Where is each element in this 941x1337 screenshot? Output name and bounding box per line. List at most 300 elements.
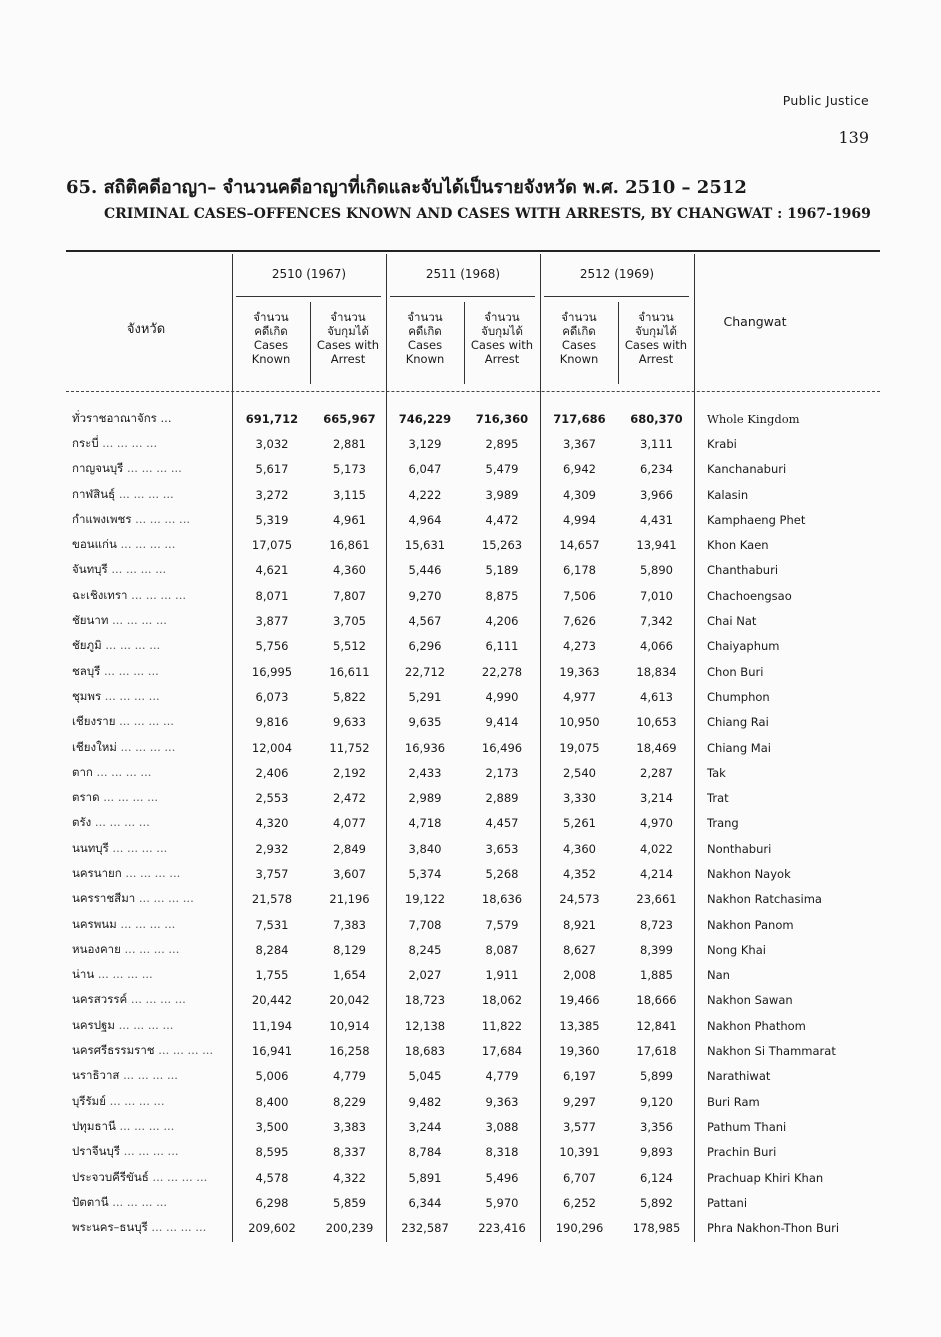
cell-value: 9,414	[485, 715, 519, 730]
cell-value: 9,120	[640, 1094, 673, 1109]
province-name-thai-cell	[72, 963, 232, 988]
province-name-thai: นครนายก	[72, 865, 122, 880]
table-row	[72, 684, 867, 709]
cell-value: 16,861	[329, 538, 370, 553]
cell-value: 3,032	[255, 436, 289, 451]
province-name-thai-cell	[72, 608, 232, 633]
leader-dots: ... ... ... ...	[135, 891, 194, 906]
table-row	[72, 1089, 867, 1114]
cell-value: 4,457	[485, 816, 519, 831]
province-name-thai: ชุมพร	[72, 688, 102, 703]
cell-value: 2,989	[408, 791, 442, 806]
cell-value: 18,469	[636, 740, 677, 755]
province-name-thai-cell	[72, 1038, 232, 1063]
subcolumn-divider	[310, 302, 311, 384]
table-row	[72, 558, 867, 583]
table-row	[72, 912, 867, 937]
leader-dots: ... ... ... ...	[131, 511, 191, 526]
province-name-english: Kalasin	[707, 487, 749, 502]
province-name-english: Trang	[707, 816, 739, 831]
cell-value: 4,222	[408, 487, 442, 502]
cell-value: 6,178	[563, 563, 596, 578]
cell-value: 6,252	[563, 1195, 596, 1210]
cell-value: 20,442	[251, 993, 293, 1008]
province-name-thai-cell	[72, 887, 232, 912]
table-row	[72, 482, 867, 507]
table-row	[72, 1114, 867, 1139]
table-row	[72, 1013, 867, 1038]
cell-value: 12,138	[404, 1018, 446, 1033]
cell-value: 6,707	[563, 1170, 596, 1185]
province-name-thai: นครสวรรค์	[72, 992, 128, 1007]
cell-value: 4,322	[333, 1170, 366, 1185]
cell-value: 716,360	[475, 411, 529, 426]
cell-value: 3,989	[485, 487, 519, 502]
table-row	[72, 1165, 867, 1190]
cell-value: 16,496	[481, 740, 523, 755]
cell-value: 4,206	[485, 614, 519, 629]
cell-value: 8,400	[255, 1094, 289, 1109]
leader-dots: ... ... ... ...	[114, 1017, 174, 1032]
province-name-thai-cell	[72, 431, 232, 456]
table-row	[72, 811, 867, 836]
table-row	[72, 785, 867, 810]
province-name-english: Chachoengsao	[707, 588, 792, 603]
cell-value: 4,961	[333, 512, 366, 527]
cell-value: 11,822	[481, 1018, 523, 1033]
cell-value: 12,004	[251, 740, 293, 755]
running-head: Public Justice	[782, 93, 869, 108]
cell-value: 11,194	[251, 1018, 293, 1033]
cell-value: 4,273	[563, 639, 596, 654]
province-name-english: Pathum Thani	[707, 1119, 787, 1134]
cell-value: 200,239	[325, 1221, 374, 1236]
cell-value: 4,964	[408, 512, 442, 527]
cell-value: 178,985	[632, 1221, 681, 1236]
cell-value: 22,712	[404, 664, 446, 679]
cell-value: 2,932	[255, 841, 289, 856]
column-header-changwat: Changwat	[723, 314, 787, 329]
table-row	[72, 1216, 867, 1241]
province-name-thai-cell	[72, 558, 232, 583]
table-row-total	[72, 406, 867, 431]
province-name-thai-cell	[72, 811, 232, 836]
cell-value: 2,889	[485, 791, 519, 806]
cell-value: 5,374	[408, 866, 442, 881]
province-name-thai-cell	[72, 912, 232, 937]
leader-dots: ... ... ... ...	[123, 461, 182, 476]
province-name-thai: นราธิวาส	[72, 1068, 120, 1083]
province-name-thai: ปราจีนบุรี	[72, 1144, 121, 1159]
province-name-thai-cell	[72, 1114, 232, 1139]
cell-value: 9,482	[408, 1094, 442, 1109]
province-name-english: Chai Nat	[707, 614, 757, 629]
leader-dots: ... ... ... ...	[120, 941, 180, 956]
province-name-english: Tak	[707, 765, 726, 780]
cell-value: 665,967	[323, 411, 376, 426]
province-name-english: Chiang Rai	[707, 715, 769, 730]
cell-value: 4,066	[640, 639, 673, 654]
province-name-thai: ตราด	[72, 790, 100, 805]
table-title-thai: 65. สถิติคดีอาญา– จำนวนคดีอาญาที่เกิดและจับได้เป็นรายจังหวัด พ.ศ. 2510 – 2512	[66, 177, 747, 198]
table-row	[72, 1140, 867, 1165]
cell-value: 3,356	[640, 1119, 673, 1134]
leader-dots: ... ... ... ...	[115, 486, 174, 501]
cell-value: 4,994	[563, 512, 596, 527]
province-name-thai-cell	[72, 760, 232, 785]
province-name-thai: กำแพงเพชร	[72, 511, 132, 526]
table-row	[72, 457, 867, 482]
year-underline	[390, 296, 535, 297]
cell-value: 5,446	[408, 563, 442, 578]
data-table	[72, 406, 867, 1241]
cell-value: 18,062	[481, 993, 523, 1008]
leader-dots: ... ... ... ...	[101, 688, 160, 703]
cell-value: 5,617	[255, 462, 289, 477]
province-name-thai-cell	[72, 1216, 232, 1241]
cell-value: 3,607	[333, 866, 366, 881]
cell-value: 17,618	[636, 1044, 677, 1059]
leader-dots: ... ... ... ...	[121, 865, 181, 880]
cell-value: 8,399	[640, 942, 673, 957]
leader-dots: ... ... ... ...	[120, 1144, 179, 1159]
cell-value: 4,977	[563, 689, 596, 704]
cell-value: 7,342	[640, 614, 673, 629]
province-name-english: Nakhon Sawan	[707, 993, 793, 1008]
cell-value: 8,337	[333, 1145, 366, 1160]
cell-value: 16,936	[404, 740, 446, 755]
province-name-english: Nakhon Nayok	[707, 866, 791, 881]
leader-dots: ... ... ... ...	[119, 1068, 178, 1083]
column-header-thai: จังหวัด	[126, 322, 166, 337]
cell-value: 8,627	[563, 942, 596, 957]
cell-value: 8,071	[255, 588, 289, 603]
cell-value: 23,661	[636, 892, 677, 907]
province-name-thai: นครปฐม	[72, 1017, 115, 1032]
table-row	[72, 1190, 867, 1215]
cell-value: 3,577	[563, 1119, 596, 1134]
cell-value: 3,115	[333, 487, 366, 502]
cell-value: 2,895	[485, 436, 519, 451]
cell-value: 6,047	[408, 462, 442, 477]
cell-value: 21,578	[251, 892, 293, 907]
table-row	[72, 507, 867, 532]
cell-value: 746,229	[398, 411, 452, 426]
cell-value: 3,877	[255, 614, 289, 629]
table-row	[72, 1064, 867, 1089]
cell-value: 14,657	[559, 538, 600, 553]
cell-value: 3,367	[563, 436, 596, 451]
cell-value: 8,921	[563, 917, 596, 932]
table-row	[72, 836, 867, 861]
province-name-english: Krabi	[707, 436, 737, 451]
province-name-english: Prachuap Khiri Khan	[707, 1170, 824, 1185]
cell-value: 3,330	[563, 791, 596, 806]
leader-dots: ... ... ... ...	[147, 1220, 207, 1235]
cell-value: 5,006	[255, 1069, 289, 1084]
province-name-english: Chaiyaphum	[707, 639, 780, 654]
province-name-thai: บุรีรัมย์	[72, 1093, 106, 1108]
cell-value: 4,431	[640, 512, 673, 527]
cell-value: 5,512	[333, 639, 366, 654]
province-name-thai-cell	[72, 1089, 232, 1114]
cell-value: 3,088	[485, 1119, 519, 1134]
cell-value: 4,970	[640, 816, 673, 831]
cell-value: 5,891	[408, 1170, 442, 1185]
province-name-english: Chanthaburi	[707, 563, 779, 578]
leader-dots: ... ... ... ...	[98, 435, 158, 450]
cell-value: 22,278	[481, 664, 523, 679]
cell-value: 1,755	[255, 968, 289, 983]
cell-value: 7,626	[563, 614, 596, 629]
province-name-thai-cell	[72, 684, 232, 709]
cell-value: 209,602	[248, 1221, 296, 1236]
table-row	[72, 608, 867, 633]
table-row	[72, 735, 867, 760]
cell-value: 4,567	[408, 614, 442, 629]
cell-value: 3,383	[333, 1119, 366, 1134]
province-name-thai: ชลบุรี	[72, 663, 101, 678]
cell-value: 3,757	[255, 866, 289, 881]
province-name-thai-cell	[72, 1165, 232, 1190]
leader-dots: ... ... ... ...	[99, 790, 159, 805]
leader-dots: ... ... ... ...	[108, 840, 168, 855]
cell-value: 6,124	[640, 1170, 673, 1185]
cell-value: 18,666	[636, 993, 677, 1008]
cell-value: 680,370	[630, 411, 683, 426]
cell-value: 3,653	[485, 841, 519, 856]
province-name-thai-cell	[72, 507, 232, 532]
province-name-english: Chon Buri	[707, 664, 764, 679]
cell-value: 2,540	[563, 765, 596, 780]
subcolumn-divider	[618, 302, 619, 384]
province-name-thai: ฉะเชิงเทรา	[72, 587, 128, 602]
table-row	[72, 659, 867, 684]
cell-value: 24,573	[559, 892, 600, 907]
cell-value: 16,611	[329, 664, 370, 679]
cell-value: 18,723	[404, 993, 446, 1008]
cell-value: 4,360	[333, 563, 366, 578]
table-row	[72, 887, 867, 912]
cell-value: 4,779	[333, 1069, 366, 1084]
cell-value: 4,360	[563, 841, 596, 856]
province-name-thai: ตาก	[72, 764, 93, 779]
province-name-thai-cell	[72, 482, 232, 507]
cell-value: 9,297	[563, 1094, 596, 1109]
year-header-1967: 2510 (1967)	[271, 267, 347, 281]
cell-value: 19,363	[559, 664, 600, 679]
cell-value: 8,229	[333, 1094, 366, 1109]
cell-value: 4,214	[640, 866, 673, 881]
cell-value: 17,684	[481, 1044, 523, 1059]
cell-value: 5,756	[255, 639, 289, 654]
province-name-thai: ประจวบคีรีขันธ์	[72, 1169, 149, 1184]
province-name-thai: ทั่วราชอาณาจักร ...	[72, 410, 172, 425]
cell-value: 3,500	[255, 1119, 289, 1134]
subheader-cases-known: จำนวน คดีเกิด Cases Known	[251, 310, 291, 366]
table-row	[72, 1038, 867, 1063]
cell-value: 2,881	[333, 436, 366, 451]
province-name-english: Narathiwat	[707, 1069, 771, 1084]
cell-value: 10,391	[559, 1145, 600, 1160]
province-name-english: Nong Khai	[707, 942, 766, 957]
cell-value: 5,496	[485, 1170, 519, 1185]
table-row	[72, 634, 867, 659]
cell-value: 2,433	[408, 765, 442, 780]
province-name-thai-cell	[72, 659, 232, 684]
province-name-english: Nonthaburi	[707, 841, 772, 856]
province-name-thai: น่าน	[72, 967, 95, 982]
header-separator	[66, 391, 880, 392]
cell-value: 2,192	[333, 765, 366, 780]
cell-value: 3,966	[640, 487, 673, 502]
cell-value: 18,636	[481, 892, 523, 907]
cell-value: 5,291	[408, 689, 442, 704]
cell-value: 4,022	[640, 841, 673, 856]
cell-value: 2,849	[333, 841, 366, 856]
cell-value: 8,129	[333, 942, 366, 957]
leader-dots: ... ... ... ...	[94, 967, 153, 982]
cell-value: 190,296	[555, 1221, 604, 1236]
cell-value: 8,318	[485, 1145, 519, 1160]
top-rule	[66, 250, 880, 252]
leader-dots: ... ... ... ...	[108, 1194, 168, 1209]
province-name-thai-cell	[72, 532, 232, 557]
cell-value: 2,472	[333, 791, 366, 806]
province-name-english: Pattani	[707, 1195, 748, 1210]
cell-value: 8,595	[255, 1145, 289, 1160]
leader-dots: ... ... ... ...	[100, 663, 159, 678]
cell-value: 9,633	[333, 715, 366, 730]
province-name-english: Trat	[707, 791, 729, 806]
cell-value: 6,298	[255, 1195, 289, 1210]
leader-dots: ... ... ... ...	[115, 714, 174, 729]
cell-value: 3,214	[640, 791, 673, 806]
province-name-thai: ปัตตานี	[72, 1194, 109, 1209]
cell-value: 8,245	[408, 942, 442, 957]
cell-value: 5,045	[408, 1069, 442, 1084]
cell-value: 4,718	[408, 816, 442, 831]
cell-value: 4,077	[333, 816, 366, 831]
cell-value: 8,284	[255, 942, 289, 957]
cell-value: 2,173	[485, 765, 519, 780]
cell-value: 10,653	[636, 715, 677, 730]
province-name-english: Kamphaeng Phet	[707, 512, 806, 527]
cell-value: 5,822	[333, 689, 366, 704]
cell-value: 1,885	[640, 968, 673, 983]
cell-value: 9,893	[640, 1145, 673, 1160]
province-name-english: Nakhon Panom	[707, 917, 794, 932]
cell-value: 10,950	[559, 715, 600, 730]
province-name-thai: เชียงใหม่	[72, 739, 117, 754]
cell-value: 5,268	[485, 866, 519, 881]
province-name-thai: จันทบุรี	[72, 562, 108, 577]
table-row	[72, 988, 867, 1013]
table-row	[72, 583, 867, 608]
page-number: 139	[838, 128, 869, 147]
cell-value: 9,270	[408, 588, 442, 603]
table-row	[72, 431, 867, 456]
province-name-thai-cell	[72, 1190, 232, 1215]
cell-value: 2,008	[563, 968, 596, 983]
cell-value: 223,416	[478, 1221, 526, 1236]
cell-value: 5,173	[333, 462, 366, 477]
province-name-thai-cell	[72, 710, 232, 735]
province-name-thai-cell	[72, 937, 232, 962]
leader-dots: ... ... ... ...	[127, 587, 187, 602]
province-name-english: Chumphon	[707, 689, 770, 704]
cell-value: 13,385	[559, 1018, 600, 1033]
province-name-thai: กาญจนบุรี	[72, 461, 124, 476]
table-row	[72, 710, 867, 735]
cell-value: 5,892	[640, 1195, 673, 1210]
cell-value: 3,244	[408, 1119, 442, 1134]
leader-dots: ... ... ... ...	[107, 562, 167, 577]
province-name-thai: ขอนแก่น	[72, 537, 117, 552]
cell-value: 4,309	[563, 487, 596, 502]
cell-value: 6,344	[408, 1195, 442, 1210]
cell-value: 13,941	[636, 538, 677, 553]
province-name-english: Khon Kaen	[707, 538, 769, 553]
subheader-cases-arrest: จำนวน จับกุมได้ Cases with Arrest	[470, 310, 534, 366]
province-name-thai: ชัยนาท	[72, 613, 109, 628]
province-name-english: Nakhon Si Thammarat	[707, 1044, 836, 1059]
cell-value: 1,654	[333, 968, 366, 983]
cell-value: 21,196	[329, 892, 370, 907]
cell-value: 7,807	[333, 588, 366, 603]
cell-value: 4,779	[485, 1069, 519, 1084]
cell-value: 7,506	[563, 588, 596, 603]
cell-value: 6,197	[563, 1069, 596, 1084]
cell-value: 4,352	[563, 866, 596, 881]
cell-value: 5,890	[640, 563, 673, 578]
subcolumn-divider	[464, 302, 465, 384]
cell-value: 16,995	[251, 664, 293, 679]
cell-value: 4,990	[485, 689, 519, 704]
subheader-cases-arrest: จำนวน จับกุมได้ Cases with Arrest	[316, 310, 380, 366]
cell-value: 4,613	[640, 689, 673, 704]
cell-value: 15,631	[404, 538, 446, 553]
cell-value: 8,723	[640, 917, 673, 932]
cell-value: 10,914	[329, 1018, 370, 1033]
cell-value: 3,111	[640, 436, 673, 451]
cell-value: 6,234	[640, 462, 673, 477]
cell-value: 9,635	[408, 715, 442, 730]
leader-dots: ... ... ... ...	[116, 916, 176, 931]
cell-value: 19,466	[559, 993, 600, 1008]
cell-value: 691,712	[245, 411, 299, 426]
cell-value: 16,258	[329, 1044, 370, 1059]
leader-dots: ... ... ... ...	[148, 1169, 208, 1184]
cell-value: 11,752	[329, 740, 370, 755]
leader-dots: ... ... ... ...	[108, 613, 167, 628]
year-header-1968: 2511 (1968)	[425, 267, 501, 281]
table-row	[72, 937, 867, 962]
cell-value: 3,129	[408, 436, 442, 451]
cell-value: 18,683	[404, 1044, 446, 1059]
province-name-thai: กระบี่	[72, 435, 99, 450]
cell-value: 2,406	[255, 765, 289, 780]
cell-value: 6,942	[563, 462, 596, 477]
province-name-english: Kanchanaburi	[707, 462, 787, 477]
leader-dots: ... ... ... ...	[116, 537, 176, 552]
province-name-thai-cell	[72, 1064, 232, 1089]
province-name-thai: ตรัง	[72, 815, 92, 830]
province-name-english: Nakhon Ratchasima	[707, 892, 822, 907]
cell-value: 7,010	[640, 588, 673, 603]
province-name-thai-cell	[72, 634, 232, 659]
cell-value: 5,479	[485, 462, 519, 477]
